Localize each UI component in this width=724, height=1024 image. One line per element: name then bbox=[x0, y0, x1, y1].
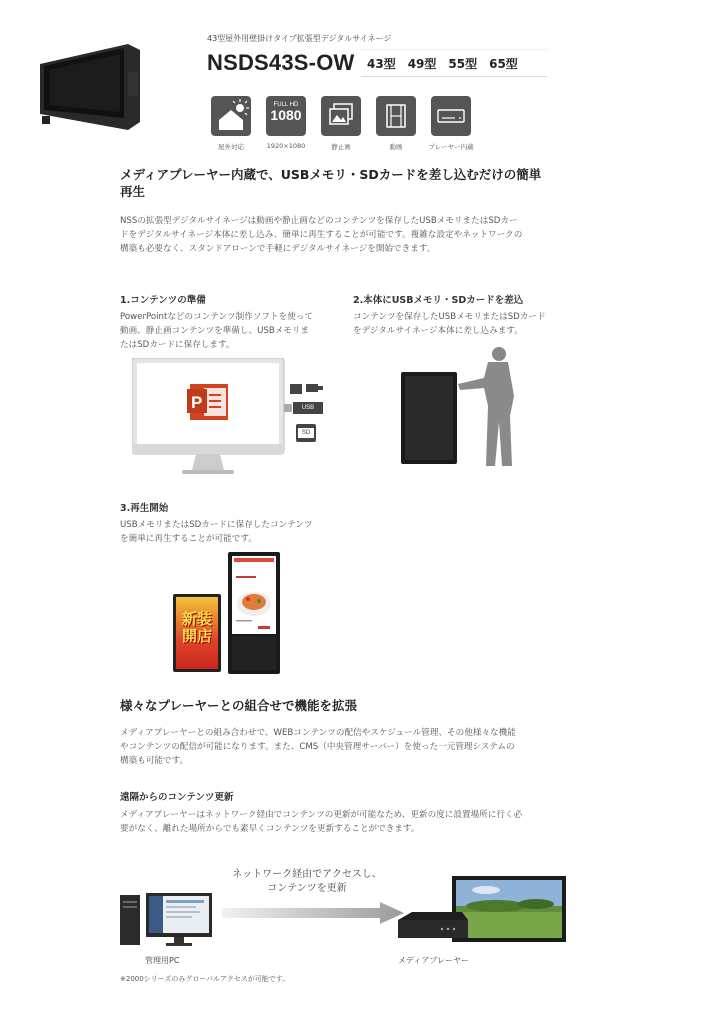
feature-image bbox=[321, 96, 361, 136]
product-image bbox=[36, 42, 146, 136]
product-subtitle: 43型屋外用壁掛けタイプ拡張型デジタルサイネージ bbox=[207, 34, 392, 43]
step1-body-line: たはSDカードに保存します。 bbox=[120, 340, 235, 350]
remote-update-line: メディアプレーヤーはネットワーク経由でコンテンツの更新が可能なため、更新の度に設置場所に行く必 bbox=[120, 810, 523, 820]
feature-caption-outdoor: 屋外対応 bbox=[218, 143, 244, 151]
step2-body-line: をデジタルサイネージ本体に差し込みます。 bbox=[353, 326, 523, 336]
feature-caption-video: 動画 bbox=[389, 143, 403, 151]
section2-body-line: やコンテンツの配信が可能になります。また、CMS（中央管理サーバー）を使った一元管理システムの bbox=[120, 742, 515, 752]
feature-outdoor bbox=[211, 96, 251, 136]
feature-caption-resolution: 1920×1080 bbox=[266, 142, 306, 150]
film-icon bbox=[376, 96, 416, 136]
size-box bbox=[361, 49, 547, 77]
update-arrow bbox=[222, 902, 404, 924]
monitor-illustration bbox=[132, 358, 332, 480]
poster-display bbox=[173, 594, 221, 672]
feature-player bbox=[431, 96, 471, 136]
section2-body-line: 構築も可能です。 bbox=[120, 756, 189, 766]
step3-title: 3.再生開始 bbox=[120, 503, 169, 514]
svg-text:P: P bbox=[191, 393, 203, 412]
section1-body-line: ドをデジタルサイネージ本体に差し込み、簡単に再生することが可能です。複雑な設定やネットワークの bbox=[120, 230, 523, 240]
media-player-label: メディアプレーヤー bbox=[398, 956, 470, 965]
step1-body-line: PowerPointなどのコンテンツ制作ソフトを使って bbox=[120, 312, 313, 322]
admin-pc-illustration bbox=[120, 893, 216, 947]
model-name: NSDS43S-OW bbox=[207, 50, 355, 75]
step2-title: 2.本体にUSBメモリ・SDカードを差込 bbox=[353, 295, 524, 306]
usb-label: USB bbox=[293, 402, 323, 414]
fullhd-big: 1080 bbox=[270, 107, 302, 123]
sd-icon bbox=[296, 424, 316, 442]
size-list: 43型 49型 55型 65型 bbox=[367, 57, 518, 71]
section1-title-line2: 再生 bbox=[120, 184, 146, 199]
section1-title-line1: メディアプレーヤー内蔵で、USBメモリ・SDカードを差し込むだけの簡単 bbox=[120, 167, 542, 182]
section1-body-line: 構築も必要なく、スタンドアローンで手軽にデジタルサイネージを開始できます。 bbox=[120, 244, 436, 254]
section1-body-line: NSSの拡張型デジタルサイネージは動画や静止画などのコンテンツを保存したUSBメモリまたはSDカー bbox=[120, 216, 518, 226]
sun-icon bbox=[211, 96, 251, 136]
footnote: ※2000シリーズのみグローバルアクセスが可能です。 bbox=[120, 975, 290, 983]
section2-title: 様々なプレーヤーとの組合せで機能を拡張 bbox=[120, 698, 358, 713]
step2-body bbox=[353, 310, 593, 338]
step3-body-line: USBメモリまたはSDカードに保存したコンテンツ bbox=[120, 520, 313, 530]
step3-body-line: を簡単に再生することが可能です。 bbox=[120, 534, 257, 544]
feature-caption-image: 静止画 bbox=[331, 143, 351, 151]
step1-title: 1.コンテンツの準備 bbox=[120, 295, 206, 306]
media-player-illustration bbox=[396, 876, 568, 946]
poster-text: 新装開店 bbox=[181, 610, 212, 645]
section1-body bbox=[120, 214, 590, 256]
remote-update-line: 要がなく、離れた場所からでも素早くコンテンツを更新することができます。 bbox=[120, 824, 420, 834]
usb-icon bbox=[284, 402, 324, 414]
remote-update-title: 遠隔からのコンテンツ更新 bbox=[120, 792, 234, 803]
image-icon bbox=[321, 96, 361, 136]
arrow-caption-line2: コンテンツを更新 bbox=[267, 883, 347, 894]
admin-pc-label: 管理用PC bbox=[145, 956, 180, 965]
arrow-caption-line1: ネットワーク経由でアクセスし、 bbox=[232, 869, 382, 880]
section1-heading bbox=[120, 166, 600, 200]
feature-video bbox=[376, 96, 416, 136]
poster-content bbox=[176, 597, 218, 669]
feature-fullhd bbox=[266, 96, 306, 136]
remote-update-body bbox=[120, 808, 600, 836]
step1-body bbox=[120, 310, 350, 352]
section2-body-line: メディアプレーヤーとの組み合わせで、WEBコンテンツの配信やスケジュール管理、その他様々な機能 bbox=[120, 728, 516, 738]
feature-caption-player: プレーヤー内蔵 bbox=[428, 143, 474, 151]
step2-body-line: コンテンツを保存したUSBメモリまたはSDカード bbox=[353, 312, 546, 322]
arrow-caption bbox=[222, 868, 392, 896]
step3-body bbox=[120, 518, 350, 546]
section2-body bbox=[120, 726, 600, 768]
fullhd-top: FULL HD bbox=[273, 102, 299, 108]
step1-body-line: 動画、静止画コンテンツを準備し、USBメモリま bbox=[120, 326, 310, 336]
kiosk-display bbox=[228, 552, 280, 674]
player-icon bbox=[431, 96, 471, 136]
sd-label: SD bbox=[298, 428, 314, 438]
person-inserting-illustration bbox=[398, 344, 522, 468]
fullhd-icon bbox=[266, 96, 306, 122]
